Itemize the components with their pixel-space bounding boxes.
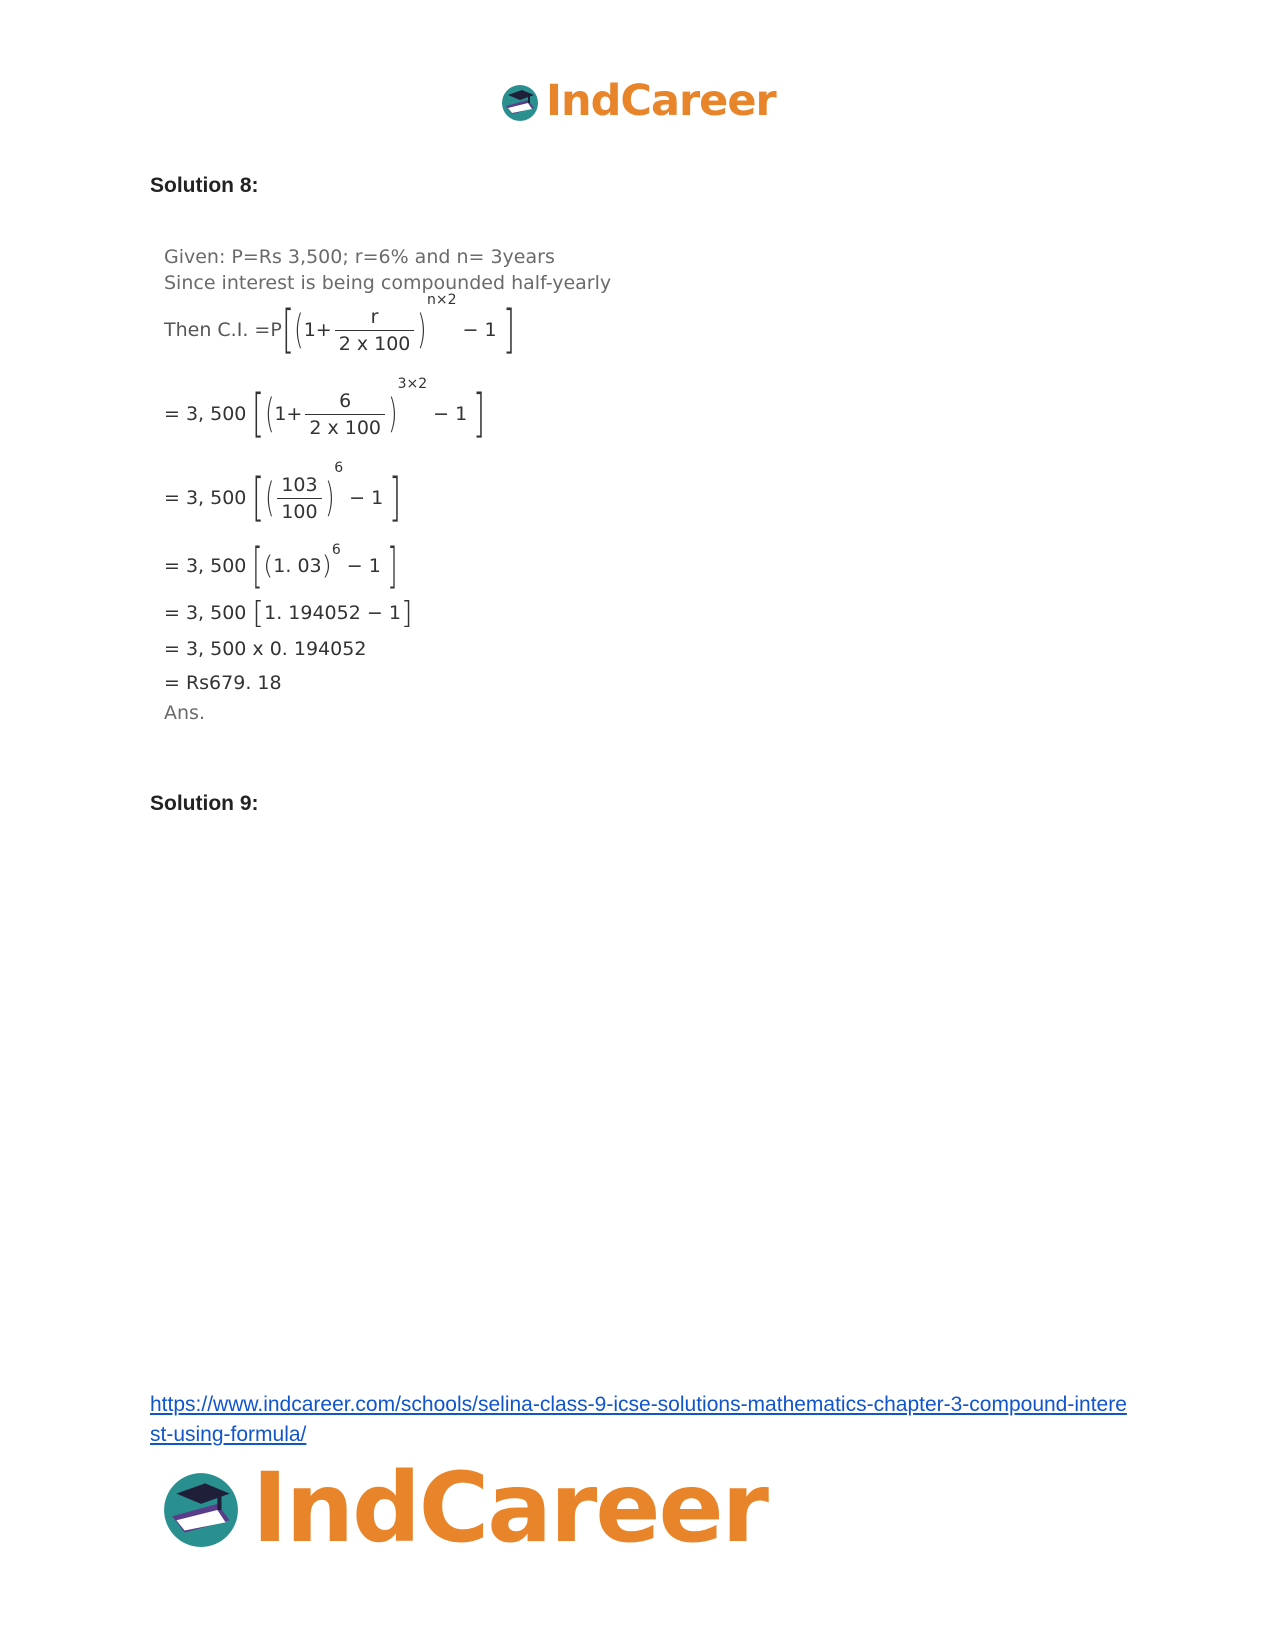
then-label: Then C.I. =P — [164, 319, 282, 341]
step-5 — [164, 596, 413, 630]
step-7: = Rs679. 18 — [164, 672, 282, 694]
paren-open: ( — [264, 391, 275, 437]
exponent: n×2 — [427, 292, 457, 308]
fraction — [305, 390, 385, 439]
fraction-numerator: 6 — [339, 389, 352, 412]
one-plus: 1+ — [274, 403, 303, 425]
bracket-close: ] — [400, 595, 413, 631]
inner-expression: 1. 194052 − 1 — [264, 602, 401, 624]
fraction-numerator: 103 — [281, 473, 318, 496]
solution-9-heading: Solution 9: — [150, 792, 259, 815]
equals-principal: = 3, 500 — [164, 555, 247, 577]
step-3 — [164, 462, 401, 534]
footer-logo — [160, 1452, 767, 1564]
paren-close: ) — [324, 475, 335, 521]
paren-close: ) — [388, 391, 398, 437]
exponent: 3×2 — [397, 376, 428, 392]
given-text: Given: P=Rs 3,500; r=6% and n= 3years — [164, 246, 555, 268]
minus-one: − 1 — [349, 487, 384, 509]
fraction-numerator: r — [370, 305, 379, 328]
paren-open: ( — [263, 551, 274, 581]
minus-one: − 1 — [462, 319, 497, 341]
exponent: 6 — [334, 460, 344, 476]
source-url-link[interactable]: https://www.indcareer.com/schools/selina-class-9-icse-solutions-mathematics-chapter-3-compound-interest-using-formula/ — [150, 1393, 1127, 1446]
bracket-open: [ — [252, 538, 263, 594]
header-logo — [500, 76, 776, 126]
base-value: 1. 03 — [273, 555, 322, 577]
paren-open: ( — [294, 307, 304, 353]
bracket-close: ] — [387, 538, 398, 594]
bracket-open: [ — [252, 595, 265, 631]
since-text: Since interest is being compounded half-yearly — [164, 272, 612, 294]
logo-text: IndCareer — [546, 76, 776, 126]
step-2 — [164, 378, 486, 450]
bracket-open: [ — [252, 384, 265, 444]
minus-one: − 1 — [346, 555, 381, 577]
exponent: 6 — [331, 542, 341, 558]
equals-principal: = 3, 500 — [164, 403, 247, 425]
equals-principal: = 3, 500 — [164, 602, 247, 624]
paren-close: ) — [417, 307, 427, 353]
bracket-close: ] — [502, 300, 515, 360]
fraction — [277, 474, 321, 523]
step-6: = 3, 500 x 0. 194052 — [164, 638, 367, 660]
step-4 — [164, 538, 398, 594]
bracket-open: [ — [281, 300, 295, 360]
fraction — [335, 306, 415, 355]
graduation-book-icon — [500, 82, 540, 122]
solution-8-heading: Solution 8: — [150, 174, 259, 197]
answer-label: Ans. — [164, 702, 205, 724]
fraction-denominator: 100 — [277, 498, 321, 523]
one-plus: 1+ — [303, 319, 332, 341]
bracket-open: [ — [252, 468, 265, 528]
paren-open: ( — [264, 475, 275, 521]
fraction-denominator: 2 x 100 — [335, 330, 415, 355]
fraction-denominator: 2 x 100 — [305, 414, 385, 439]
equals-principal: = 3, 500 — [164, 487, 247, 509]
logo-text: IndCareer — [252, 1452, 767, 1564]
bracket-close: ] — [473, 384, 486, 444]
graduation-book-icon — [160, 1467, 242, 1549]
minus-one: − 1 — [433, 403, 468, 425]
paren-close: ) — [321, 551, 332, 581]
bracket-close: ] — [389, 468, 402, 528]
formula-line — [164, 294, 515, 366]
